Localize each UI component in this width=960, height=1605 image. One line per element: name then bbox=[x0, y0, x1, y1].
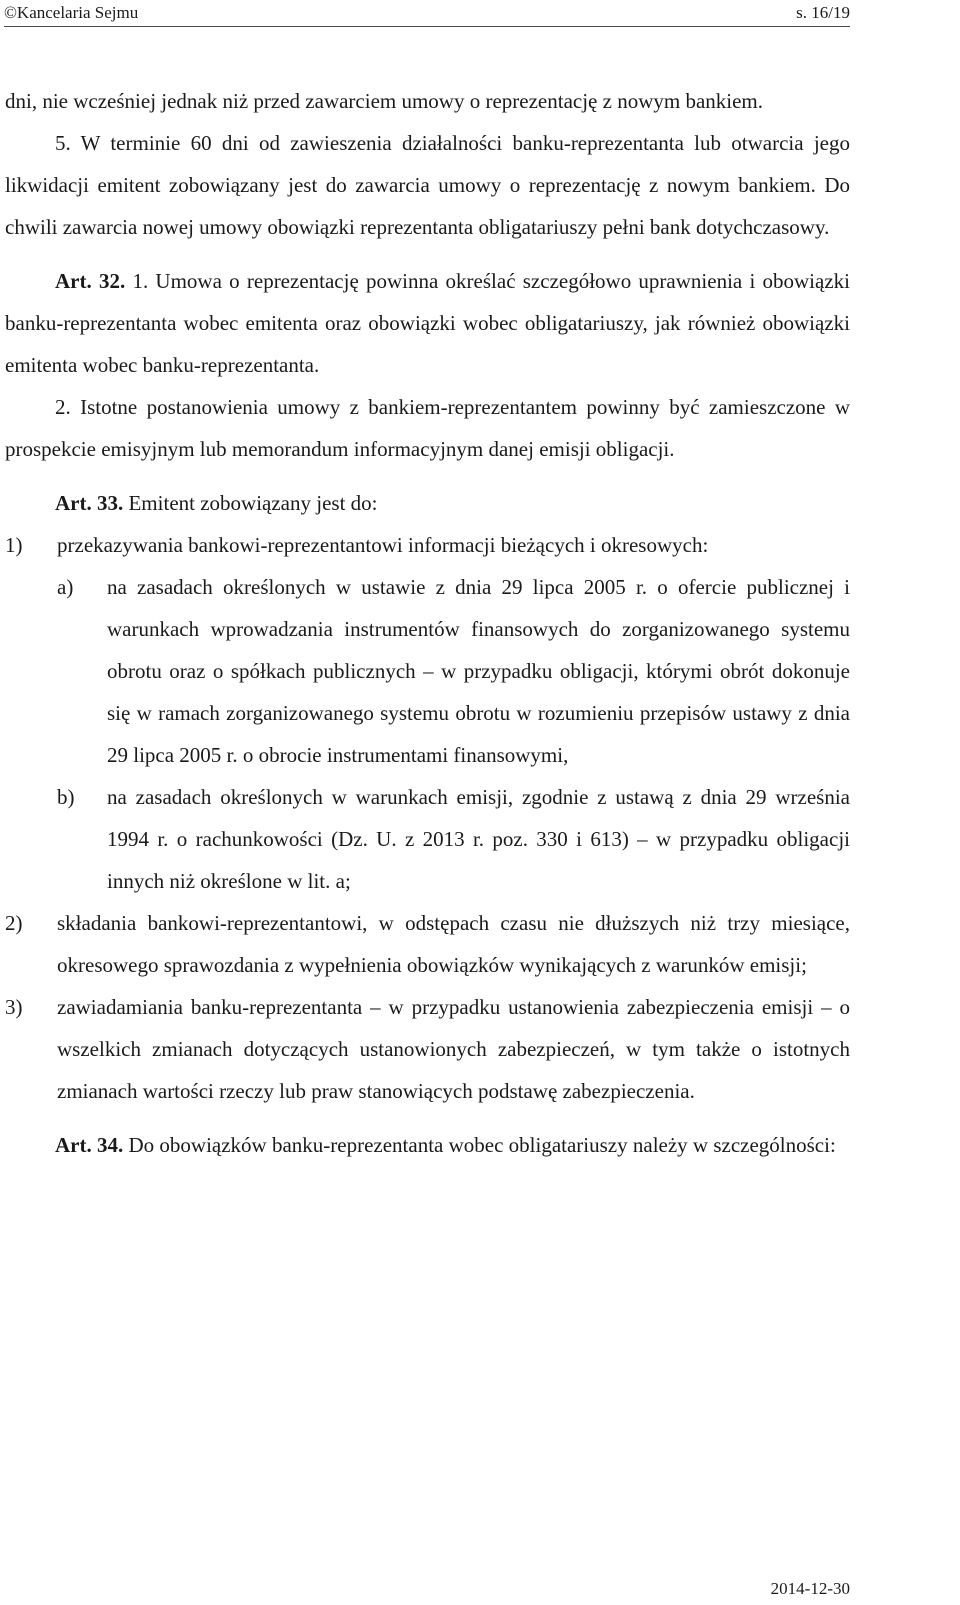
sub-item-text: na zasadach określonych w warunkach emisji, zgodnie z ustawą z dnia 29 września 1994 r. o rachunkowości (Dz. U. z 2013 r. poz. 330 i 613) – w przypadku obligacji innych niż określone w lit. a; bbox=[107, 785, 850, 893]
item-text: przekazywania bankowi-reprezentantowi informacji bieżących i okresowych: bbox=[57, 533, 709, 557]
art-32-paragraph-1 bbox=[5, 260, 850, 386]
art-33-intro-text: Emitent zobowiązany jest do: bbox=[123, 491, 378, 515]
sub-item-marker: a) bbox=[57, 575, 74, 599]
art-33-item-1 bbox=[5, 524, 850, 566]
art-34-text: Do obowiązków banku-reprezentanta wobec obligatariuszy należy w szczególności: bbox=[123, 1133, 836, 1157]
art-32-label: Art. 32. bbox=[55, 269, 126, 293]
item-marker: 1) bbox=[5, 533, 23, 557]
continued-paragraph: dni, nie wcześniej jednak niż przed zawarciem umowy o reprezentację z nowym bankiem. bbox=[5, 89, 764, 113]
document-body bbox=[5, 80, 850, 1166]
art-33-item-1-a bbox=[57, 566, 850, 776]
item-marker: 2) bbox=[5, 911, 23, 935]
document-date: 2014-12-30 bbox=[770, 1579, 850, 1598]
item-text: zawiadamiania banku-reprezentanta – w przypadku ustanowienia zabezpieczenia emisji – o wszelkich zmianach dotyczących ustanowionych zabezpieczeń, w tym także o istotnych zmianach wartości rzeczy lub praw stanowiących podstawę zabezpieczenia. bbox=[57, 995, 850, 1103]
art-33-item-3 bbox=[5, 986, 850, 1112]
item-text: składania bankowi-reprezentantowi, w odstępach czasu nie dłuższych niż trzy miesiące, okresowego sprawozdania z wypełnienia obowiązków wynikających z warunków emisji; bbox=[57, 911, 850, 977]
art-33-item-1-b bbox=[57, 776, 850, 902]
art-33-label: Art. 33. bbox=[55, 491, 124, 515]
item-marker: 3) bbox=[5, 995, 23, 1019]
art-32-paragraph-2: 2. Istotne postanowienia umowy z bankiem-reprezentantem powinny być zamieszczone w prospekcie emisyjnym lub memorandum informacyjnym danej emisji obligacji. bbox=[5, 395, 850, 461]
sub-item-text: na zasadach określonych w ustawie z dnia 29 lipca 2005 r. o ofercie publicznej i warunkach wprowadzania instrumentów finansowych do zorganizowanego systemu obrotu oraz o spółkach publicznych – w przypadku obligacji, którymi obrót dokonuje się w ramach zorganizowanego systemu obrotu w rozumieniu przepisów ustawy z dnia 29 lipca 2005 r. o obrocie instrumentami finansowymi, bbox=[107, 575, 850, 767]
sub-item-marker: b) bbox=[57, 785, 75, 809]
page-header bbox=[4, 2, 850, 27]
page-number: s. 16/19 bbox=[796, 3, 850, 22]
paragraph-5: 5. W terminie 60 dni od zawieszenia działalności banku-reprezentanta lub otwarcia jego likwidacji emitent zobowiązany jest do zawarcia umowy o reprezentację z nowym bankiem. Do chwili zawarcia nowej umowy obowiązki reprezentanta obligatariuszy pełni bank dotychczasowy. bbox=[5, 131, 850, 239]
art-34-paragraph bbox=[5, 1124, 850, 1166]
art-32-text-1: 1. Umowa o reprezentację powinna określać szczegółowo uprawnienia i obowiązki banku-reprezentanta wobec emitenta oraz obowiązki wobec obligatariuszy, jak również obowiązki emitenta wobec banku-reprezentanta. bbox=[5, 269, 850, 377]
art-33-intro bbox=[5, 482, 850, 524]
art-33-item-2 bbox=[5, 902, 850, 986]
copyright-text: ©Kancelaria Sejmu bbox=[4, 3, 139, 22]
art-34-label: Art. 34. bbox=[55, 1133, 124, 1157]
